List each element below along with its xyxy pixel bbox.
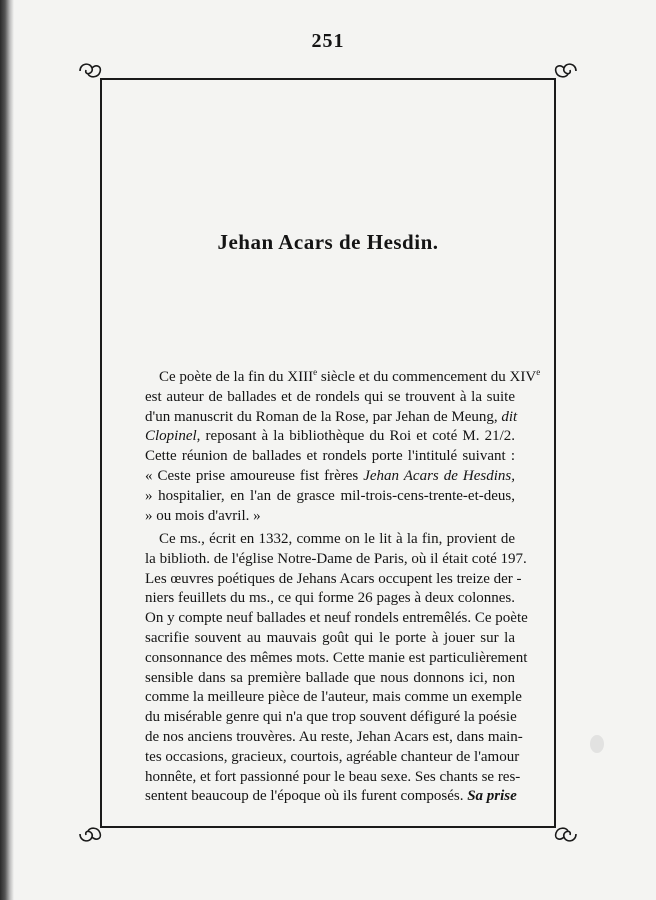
text-line: honnête, et fort passionné pour le beau sexe. Ses chants se res-	[145, 768, 521, 785]
text-line: comme la meilleure pièce de l'auteur, mais comme un exemple	[145, 689, 522, 706]
text-line: » hospitalier, en l'an de grasce mil-trois-cens-trente-et-deus,	[145, 487, 515, 504]
fleuron-ornament-top-left	[76, 60, 104, 82]
text-line: de nos anciens trouvères. Au reste, Jehan Acars est, dans main-	[145, 728, 523, 745]
text-line: Clopinel, reposant à la bibliothèque du Roi et coté M. 21/2.	[145, 428, 515, 445]
text-line: Ce poète de la fin du XIIIe siècle et du commencement du XIVe	[159, 367, 541, 385]
fleuron-ornament-bottom-left	[76, 823, 104, 845]
text-line: » ou mois d'avril. »	[145, 507, 261, 524]
text-line: sacrifie souvent au mauvais goût qui le porte à jouer sur la	[145, 629, 515, 646]
text-line: Ce ms., écrit en 1332, comme on le lit à la fin, provient de	[159, 531, 515, 547]
text-line: sensible dans sa première ballade que nous donnons ici, non	[145, 669, 515, 686]
text-line: est auteur de ballades et de rondels qui se trouvent à la suite	[145, 388, 515, 405]
text-line: Les œuvres poétiques de Jehans Acars occupent les treize der -	[145, 570, 522, 587]
paper-spot	[590, 735, 604, 753]
fleuron-ornament-bottom-right	[552, 823, 580, 845]
text-line: tes occasions, gracieux, courtois, agréable chanteur de l'amour	[145, 748, 520, 765]
section-heading: Jehan Acars de Hesdin.	[217, 230, 439, 254]
text-line: sentent beaucoup de l'époque où ils furent composés. Sa prise	[145, 788, 517, 805]
text-line: consonnance des mêmes mots. Cette manie est particulièrement	[145, 649, 528, 666]
text-line: « Ceste prise amoureuse fist frères Jehan Acars de Hesdins,	[145, 467, 515, 484]
text-line: la biblioth. de l'église Notre-Dame de Paris, où il était coté 197.	[145, 550, 527, 567]
paragraph-intro	[145, 367, 541, 526]
text-line: Cette réunion de ballades et rondels porte l'intitulé suivant :	[145, 448, 515, 465]
paragraph-manuscript	[145, 530, 528, 807]
page-number: 251	[311, 30, 345, 52]
text-line: niers feuillets du ms., ce qui forme 26 pages à deux colonnes.	[145, 590, 515, 607]
fleuron-ornament-top-right	[552, 60, 580, 82]
text-line: d'un manuscrit du Roman de la Rose, par Jehan de Meung, dit	[145, 408, 518, 425]
page-binding-shadow	[0, 0, 14, 900]
text-line: On y compte neuf ballades et neuf rondels entremêlés. Ce poète	[145, 610, 528, 627]
text-line: du misérable genre qui n'a que trop souvent défiguré la poésie	[145, 709, 517, 726]
